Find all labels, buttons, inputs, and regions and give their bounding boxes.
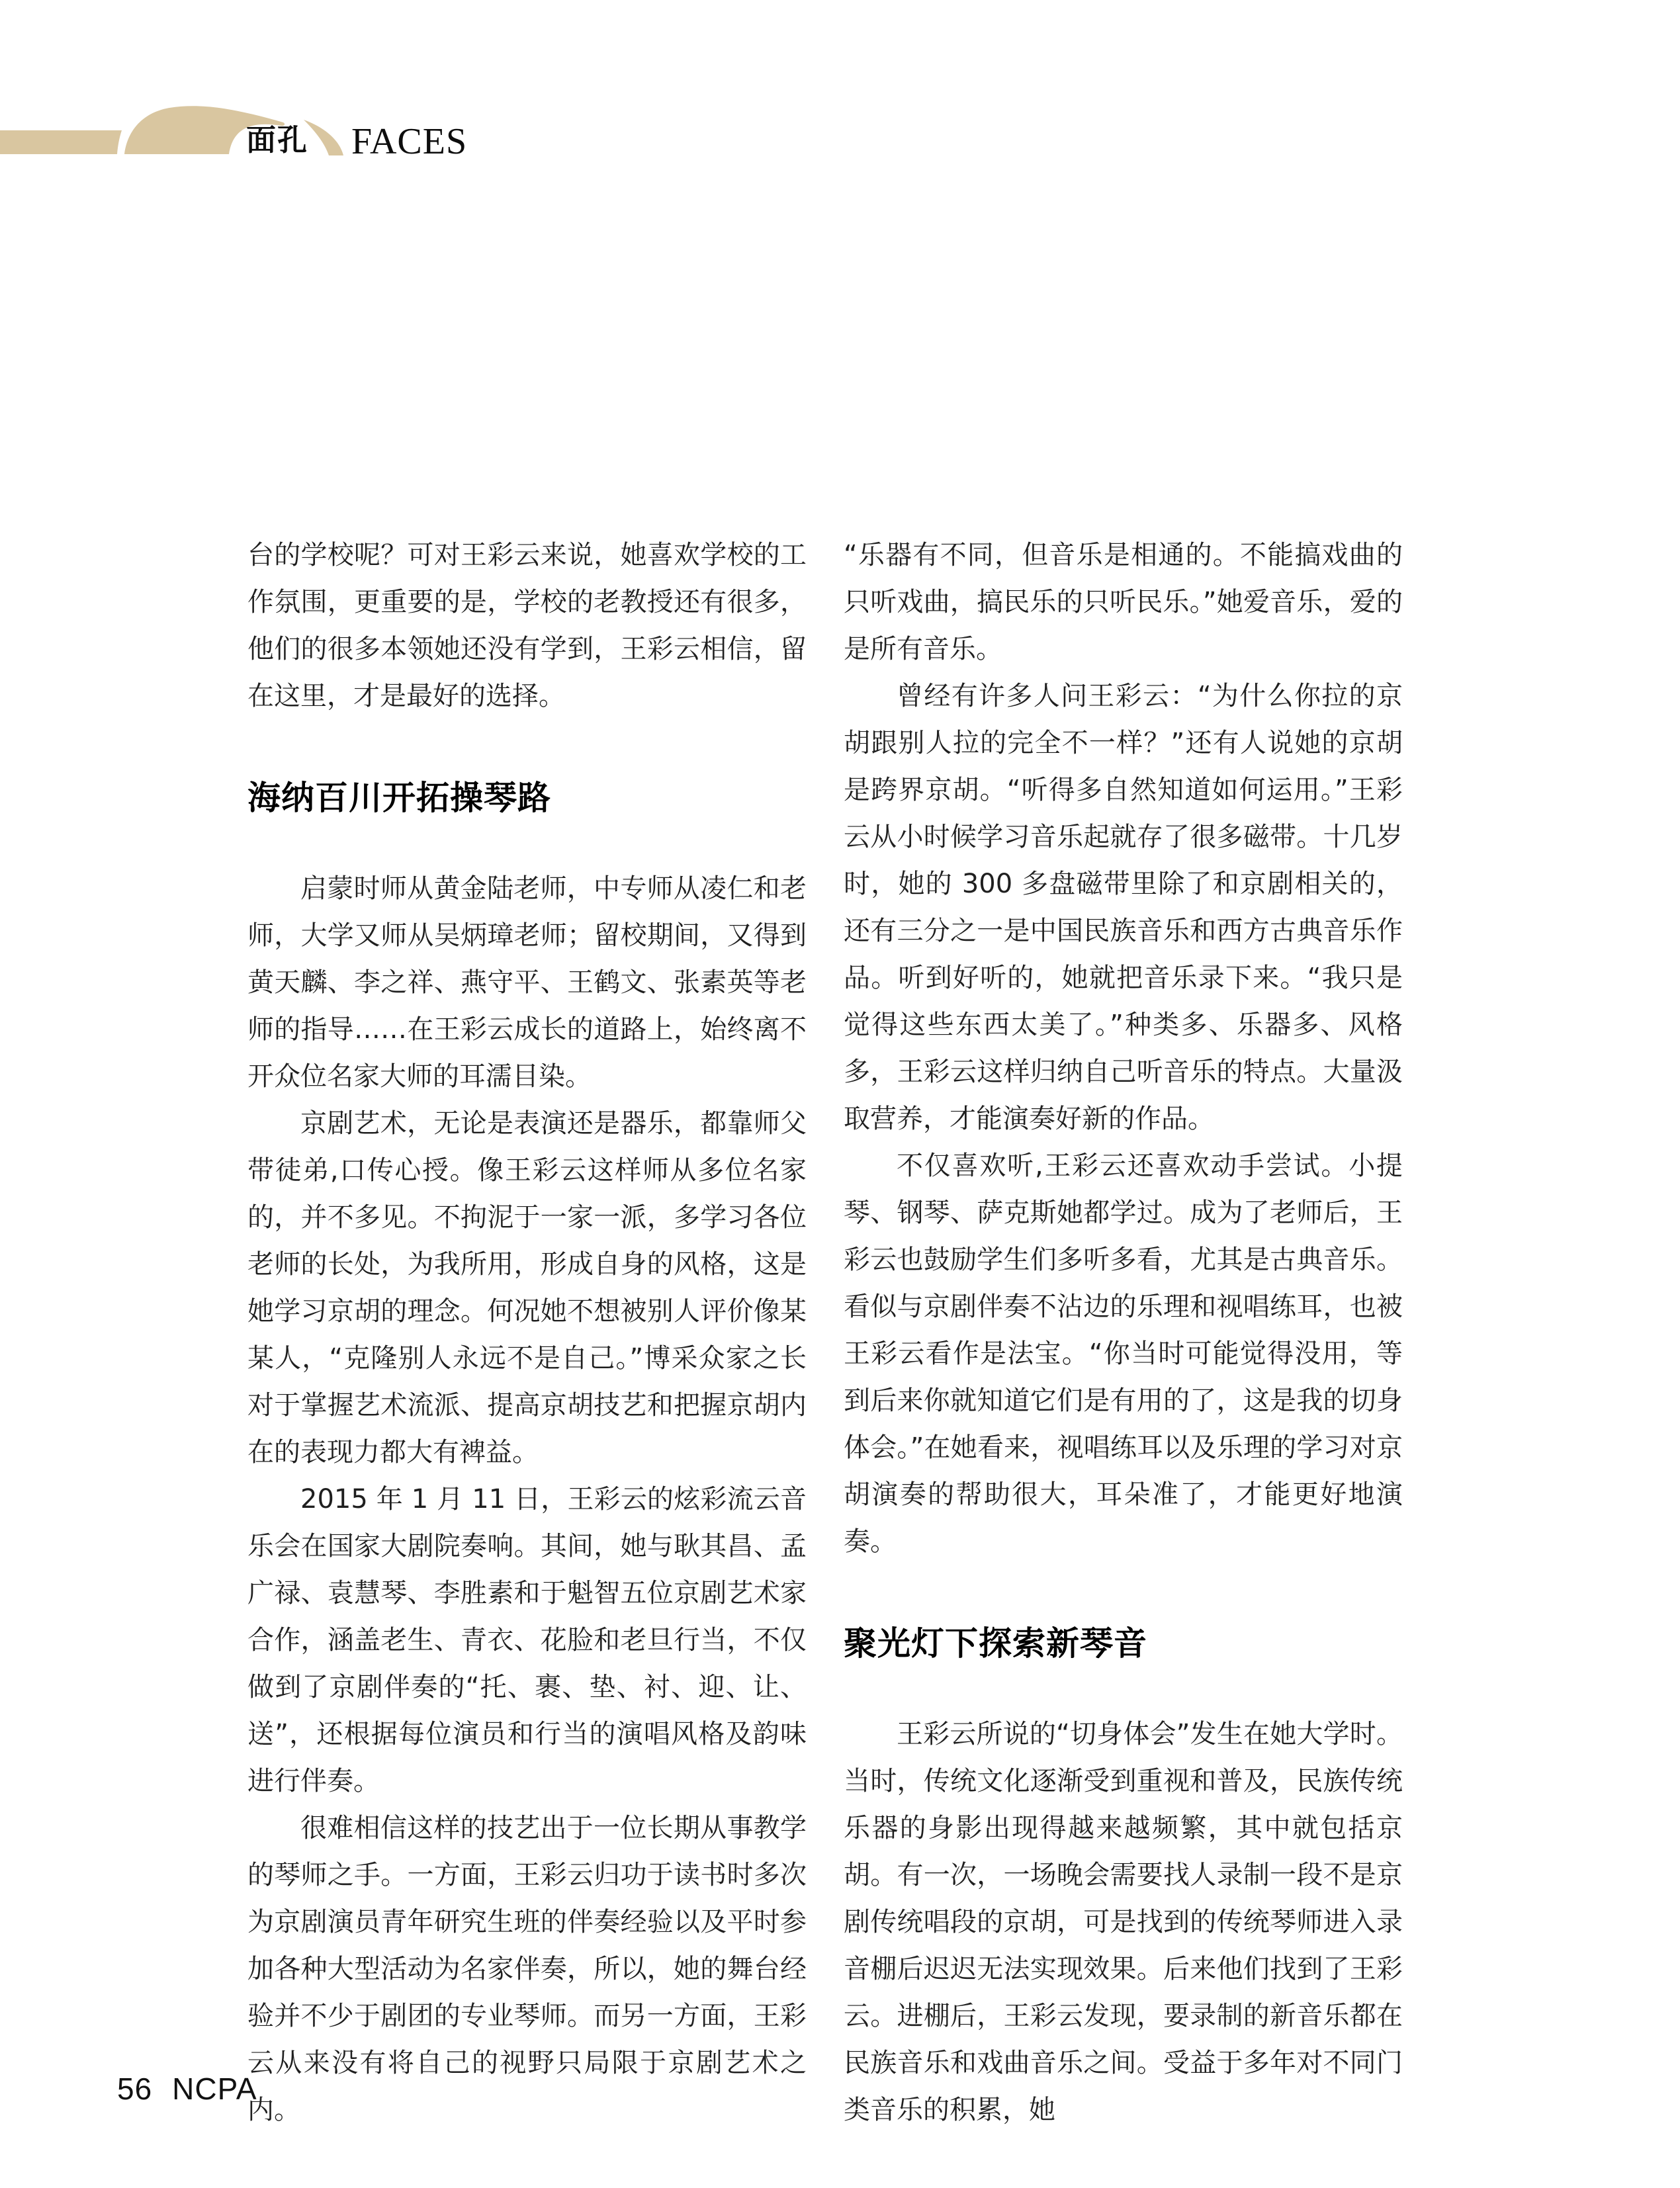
column-right [844,532,1403,2134]
section-heading: 聚光灯下探索新琴音 [844,1624,1147,1663]
paragraph: 2015 年 1 月 11 日，王彩云的炫彩流云音乐会在国家大剧院奏响。其间，她与耿其昌、孟广禄、袁慧琴、李胜素和于魁智五位京剧艺术家合作，涵盖老生、青衣、花脸和老旦行当，不仅做到了京剧伴奏的“托、裹、垫、衬、迎、让、送”，还根据每位演员和行当的演唱风格及韵味进行伴奏。 [247,1484,807,1796]
tan-bar-shape [0,130,122,154]
crescent-swoosh-shape [304,120,343,155]
paragraph: 台的学校呢？可对王彩云来说，她喜欢学校的工作氛围，更重要的是，学校的老教授还有很多，他们的很多本领她还没有学到，王彩云相信，留在这里，才是最好的选择。 [247,540,807,711]
paragraph: 曾经有许多人问王彩云：“为什么你拉的京胡跟别人拉的完全不一样？”还有人说她的京胡是跨界京胡。“听得多自然知道如何运用。”王彩云从小时候学习音乐起就存了很多磁带。十几岁时，她的 300 多盘磁带里除了和京剧相关的，还有三分之一是中国民族音乐和西方古典音乐作品。听到好听的，她就把音乐录下来。“我只是觉得这些东西太美了。”种类多、乐器多、风格多，王彩云这样归纳自己听音乐的特点。大量汲取营养，才能演奏好新的作品。 [844,681,1403,1134]
section-heading: 海纳百川开拓操琴路 [247,779,551,817]
paragraph: 启蒙时师从黄金陆老师，中专师从凌仁和老师，大学又师从吴炳璋老师；留校期间，又得到黄天麟、李之祥、燕守平、王鹤文、张素英等老师的指导……在王彩云成长的道路上，始终离不开众位名家大师的耳濡目染。 [247,873,807,1092]
paragraph: 不仅喜欢听,王彩云还喜欢动手尝试。小提琴、钢琴、萨克斯她都学过。成为了老师后，王彩云也鼓励学生们多听多看，尤其是古典音乐。看似与京剧伴奏不沾边的乐理和视唱练耳，也被王彩云看作是法宝。“你当时可能觉得没用，等到后来你就知道它们是有用的了，这是我的切身体会。”在她看来，视唱练耳以及乐理的学习对京胡演奏的帮助很大，耳朵准了，才能更好地演奏。 [844,1151,1403,1557]
section-title-zh: 面孔 [246,122,309,157]
paragraph: “乐器有不同，但音乐是相通的。不能搞戏曲的只听戏曲，搞民乐的只听民乐。”她爱音乐，爱的是所有音乐。 [844,540,1403,664]
paragraph: 京剧艺术，无论是表演还是器乐，都靠师父带徒弟,口传心授。像王彩云这样师从多位名家的，并不多见。不拘泥于一家一派，多学习各位老师的长处，为我所用，形成自身的风格，这是她学习京胡的理念。何况她不想被别人评价像某某人，“克隆别人永远不是自己。”博采众家之长对于掌握艺术流派、提高京胡技艺和把握京胡内在的表现力都大有裨益。 [247,1108,807,1467]
brand-label: NCPA [172,2072,257,2106]
section-title-en: FACES [351,121,468,162]
page-number: 56 [117,2072,153,2106]
paragraph: 很难相信这样的技艺出于一位长期从事教学的琴师之手。一方面，王彩云归功于读书时多次为京剧演员青年研究生班的伴奏经验以及平时参加各种大型活动为名家伴奏，所以，她的舞台经验并不少于剧团的专业琴师。而另一方面，王彩云从来没有将自己的视野只局限于京剧艺术之内。 [247,1813,807,2125]
page-footer [117,2071,257,2107]
column-left [247,532,807,2134]
paragraph: 王彩云所说的“切身体会”发生在她大学时。当时，传统文化逐渐受到重视和普及，民族传统乐器的身影出现得越来越频繁，其中就包括京胡。有一次，一场晚会需要找人录制一段不是京剧传统唱段的京胡，可是找到的传统琴师进入录音棚后迟迟无法实现效果。后来他们找到了王彩云。进棚后，王彩云发现，要录制的新音乐都在民族音乐和戏曲音乐之间。受益于多年对不同门类音乐的积累，她 [844,1719,1403,2125]
